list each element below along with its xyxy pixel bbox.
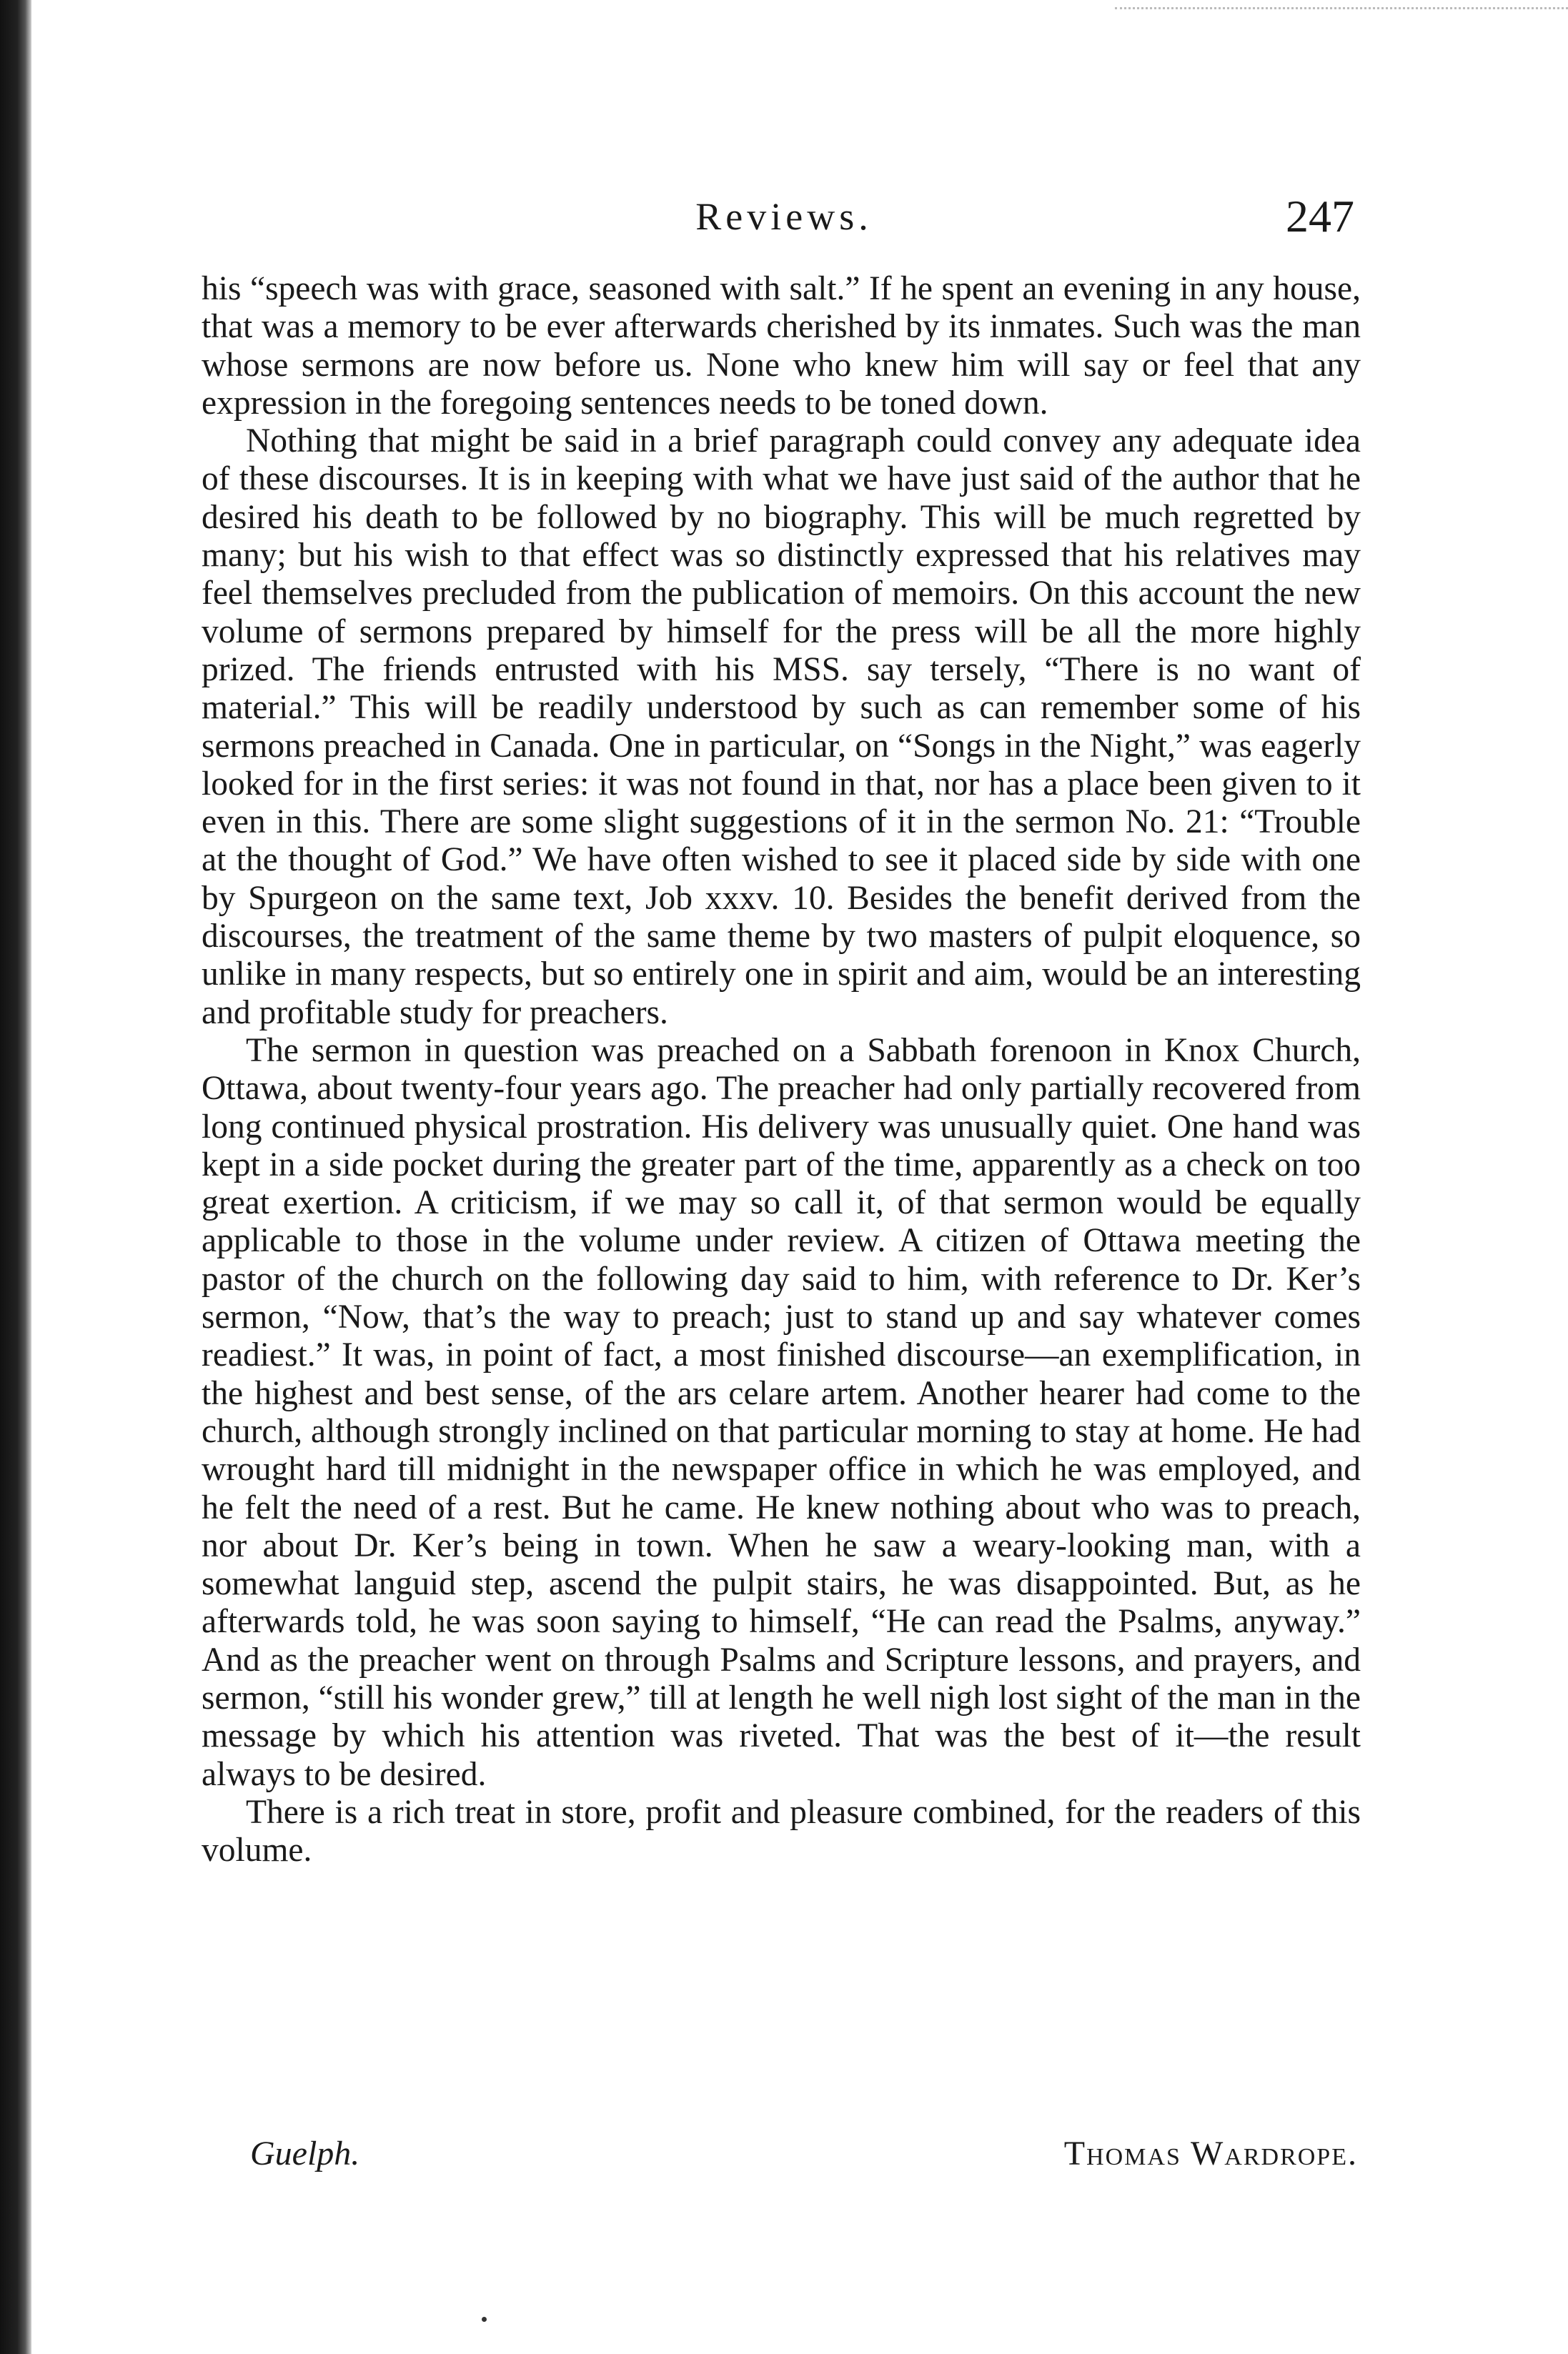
review-text — [202, 270, 1361, 1869]
running-head — [0, 191, 1568, 252]
signature-place: Guelph. — [250, 2135, 360, 2172]
signature-author: Thomas Wardrope. — [1063, 2135, 1358, 2172]
paragraph-1: his “speech was with grace, seasoned with salt.” If he spent an evening in any house, that was a memory to be ever afterwards cherished by its inmates. Such was the man whose sermons are now before us. None who knew him will say or feel that any expression in the foregoing sentences needs to be toned down. — [202, 270, 1361, 422]
page-number: 247 — [1286, 191, 1354, 242]
paragraph-3: The sermon in question was preached on a Sabbath forenoon in Knox Church, Ottawa, about twenty-four years ago. The preacher had only partially recovered from long continued physical prostration. His delivery was unusually quiet. One hand was kept in a side pocket during the greater part of the time, apparently as a check on too great exertion. A criticism, if we may so call it, of that sermon would be equally applicable to those in the volume under review. A citizen of Ottawa meeting the pastor of the church on the following day said to him, with reference to Dr. Ker’s sermon, “Now, that’s the way to preach; just to stand up and say whatever comes readiest.” It was, in point of fact, a most finished discourse—an exemplification, in the highest and best sense, of the ars celare artem. Another hearer had come to the church, although strongly inclined on that particular morning to stay at home. He had wrought hard till midnight in the newspaper office in which he was employed, and he felt the need of a rest. But he came. He knew nothing about who was to preach, nor about Dr. Ker’s being in town. When he saw a weary-looking man, with a somewhat languid step, ascend the pulpit stairs, he was disappointed. But, as he afterwards told, he was soon saying to himself, “He can read the Psalms, anyway.” And as the preacher went on through Psalms and Scripture lessons, and prayers, and sermon, “still his wonder grew,” till at length he well nigh lost sight of the man in the message by which his attention was riveted. That was the best of it—the result always to be desired. — [202, 1031, 1361, 1793]
paragraph-4: There is a rich treat in store, profit and pleasure combined, for the readers of this volume. — [202, 1793, 1361, 1869]
paragraph-2: Nothing that might be said in a brief paragraph could convey any adequate idea of these discourses. It is in keeping with what we have just said of the author that he desired his death to be followed by no biography. This will be much regretted by many; but his wish to that effect was so distinctly expressed that his relatives may feel themselves precluded from the publication of memoirs. On this account the new volume of sermons prepared by himself for the press will be all the more highly prized. The friends entrusted with his MSS. say tersely, “There is no want of material.” This will be readily understood by such as can remember some of his sermons preached in Canada. One in particular, on “Songs in the Night,” was eagerly looked for in the first series: it was not found in that, nor has a place been given to it even in this. There are some slight suggestions of it in the sermon No. 21: “Trouble at the thought of God.” We have often wished to see it placed side by side with one by Spurgeon on the same text, Job xxxv. 10. Besides the benefit derived from the discourses, the treatment of the same theme by two masters of pulpit eloquence, so unlike in many respects, but so entirely one in spirit and aim, would be an interesting and profitable study for preachers. — [202, 422, 1361, 1031]
stray-ink-mark — [482, 2317, 487, 2322]
top-rule — [1115, 7, 1568, 9]
signature-line — [0, 2134, 1568, 2184]
header-title: Reviews. — [695, 195, 873, 238]
binding-edge — [0, 0, 31, 2354]
